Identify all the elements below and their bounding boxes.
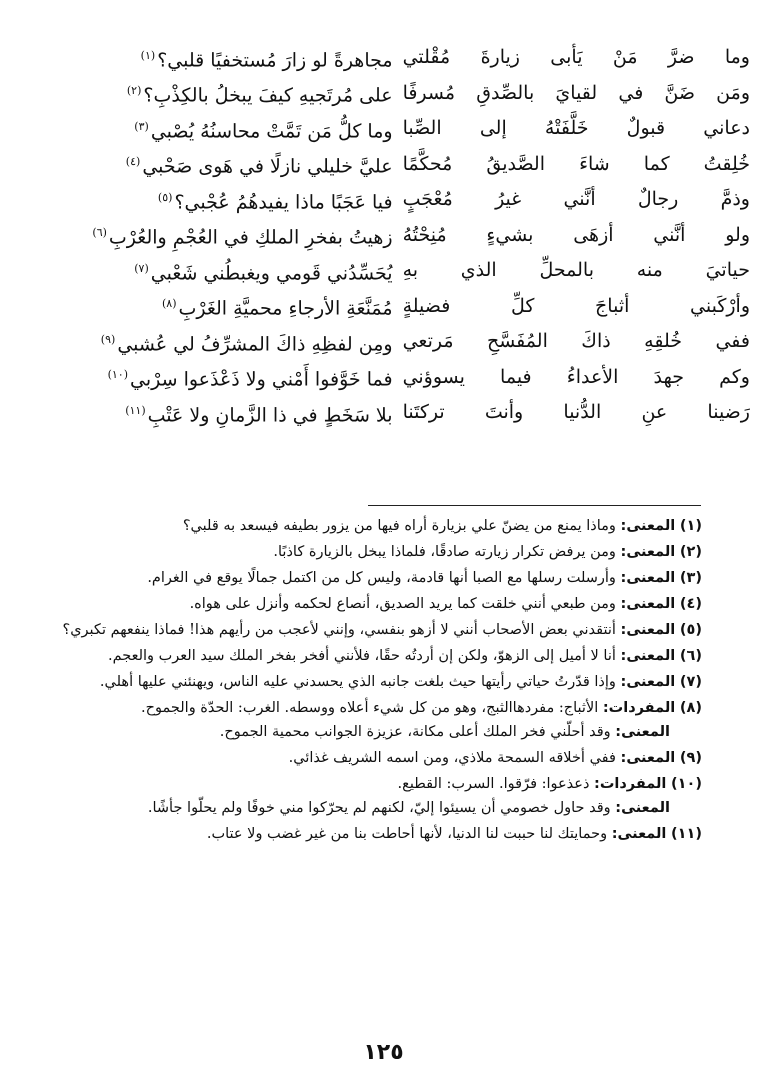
verse-second-text: عليَّ خليلي نازلًا في هَوى صَحْبي <box>142 155 393 178</box>
verse-line <box>60 360 750 396</box>
verse-first-hemistich: حياتيَ منه بالمحلِّ الذي بهِ <box>402 259 750 282</box>
footnote-text: وحمايتك لنا حببت لنا الدنيا، لأنها أحاطت بنا من غير غضب ولا عتاب. <box>206 826 608 842</box>
footnote-text: أنتقدني بعض الأصحاب أنني لا أزهو بنفسي، وإنني لأعجب من رأيهم هذا! فماذا ينفعهم تكبري؟ <box>62 622 616 638</box>
footnote-line <box>38 592 702 616</box>
verse-first-hemistich: وكم جهدَ الأعداءُ فيما يسوؤني <box>402 365 750 388</box>
footnote-number: (٧) <box>679 674 702 690</box>
footnote-line <box>38 644 702 668</box>
footnote-label: المعنى: <box>620 750 676 766</box>
verse-footnote-number: (١٠) <box>107 368 128 382</box>
footnote <box>38 592 702 616</box>
footnote-text: وإذا قدّرتُ حياتي رأيتها حيث بلغت جانبه الذي يحسدني عليه الناس، ويهنئني عليها أهلي. <box>99 674 616 690</box>
footnote-label: المعنى: <box>620 518 676 534</box>
verse-second-text: مُمَنَّعَةِ الأرجاءِ محميَّةِ الغَرْبِ <box>178 297 393 320</box>
verse-second-hemistich <box>60 144 393 184</box>
footnote-number: (١) <box>679 518 702 534</box>
verse-second-text: يُحَسِّدُني قَومي ويغبطُني شَعْبي <box>150 261 393 284</box>
verse-first-hemistich: وأرْكَبني أثباجَ كلِّ فضيلةٍ <box>402 294 750 317</box>
verse-footnote-number: (١١) <box>125 403 146 417</box>
verse-line <box>60 147 750 183</box>
footnote-text: ومن طبعي أنني خلقت كما يريد الصديق، أنصاع لحكمه وأنزل على هواه. <box>189 596 616 612</box>
verse-footnote-number: (٩) <box>100 332 116 346</box>
verse-line <box>60 253 750 289</box>
verse-second-text: زهيتُ بفخرِ الملكِ في العُجْمِ والعُرْبِ <box>108 226 393 249</box>
verse-second-text: بلا سَخَطٍ في ذا الزَّمانِ ولا عَتْبِ <box>147 403 393 426</box>
footnote <box>38 566 702 590</box>
verse-second-text: ومِن لفظِهِ ذاكَ المشرِّفُ لي عُشبي <box>117 332 393 355</box>
verse-second-text: وما كلُّ مَن تَمَّتْ محاسنُهُ يُصْبي <box>150 119 393 142</box>
verse-first-hemistich: دعاني قبولٌ خَلَّفَتْهُ إلى الصِّبا <box>402 117 750 140</box>
footnote-number: (١٠) <box>671 776 702 792</box>
verse-line <box>60 289 750 325</box>
footnote-number: (١١) <box>671 826 702 842</box>
verse-line <box>60 40 750 76</box>
footnote-label: المعنى: <box>615 800 670 816</box>
footnote <box>38 644 702 668</box>
footnote-line <box>38 822 702 846</box>
footnote-separator <box>368 505 701 506</box>
footnote <box>38 772 702 820</box>
verse-second-hemistich <box>60 109 393 149</box>
verse-line <box>60 111 750 147</box>
verse-footnote-number: (٨) <box>161 297 177 311</box>
verse-second-hemistich <box>60 38 393 78</box>
verse-second-hemistich <box>60 215 393 255</box>
footnote-line <box>38 540 702 564</box>
footnote-label: المعنى: <box>611 826 667 842</box>
verse-first-hemistich: رَضينا عنِ الدُّنيا وأنتَ تركتَنا <box>402 401 750 424</box>
verse-line <box>60 218 750 254</box>
verse-first-hemistich: ومَن ضَنَّ في لقيايَ بالصِّدقِ مُسرفًا <box>402 81 750 104</box>
footnote-line <box>38 696 702 720</box>
footnote-number: (٥) <box>679 622 702 638</box>
footnote <box>38 696 702 744</box>
footnote-label: المعنى: <box>620 674 676 690</box>
poem-verses <box>60 40 750 431</box>
verse-second-hemistich <box>60 286 393 326</box>
verse-line <box>60 324 750 360</box>
verse-footnote-number: (٥) <box>157 190 173 204</box>
footnote-label: المعنى: <box>615 724 670 740</box>
footnote <box>38 540 702 564</box>
footnote-label: المعنى: <box>620 622 676 638</box>
footnote <box>38 514 702 538</box>
footnote-number: (٩) <box>679 750 702 766</box>
verse-line <box>60 395 750 431</box>
footnote <box>38 746 702 770</box>
footnote-text: وقد حاول خصومي أن يسيئوا إليّ، لكنهم لم يحرّكوا مني خوفًا ولم يحلّوا جأشًا. <box>147 800 611 816</box>
verse-first-hemistich: وذمَّ رجالٌ أنَّني غيرُ مُعْجَبٍ <box>402 188 750 211</box>
verse-first-hemistich: وما ضرَّ مَنْ يَأبى زيارةَ مُقْلتي <box>402 46 750 69</box>
verse-first-hemistich: ففي خُلقِهِ ذاكَ المُفَسَّحِ مَرتعي <box>402 330 750 353</box>
verse-second-text: مجاهرةً لو زارَ مُستخفيًا قلبي؟ <box>157 48 393 71</box>
footnote <box>38 822 702 846</box>
verse-footnote-number: (١) <box>140 48 156 62</box>
footnote-text: ذعذعوا: فرّقوا. السرب: القطيع. <box>397 776 590 792</box>
footnote <box>38 618 702 642</box>
footnote-number: (٢) <box>679 544 702 560</box>
verse-second-hemistich <box>60 322 393 362</box>
footnote-text: وماذا يمنع من يضنّ علي بزيارة أراه فيها من يزور بطيفه فيسعد به قلبي؟ <box>182 518 616 534</box>
verse-line <box>60 182 750 218</box>
verse-second-text: على مُرتَجيهِ كيفَ يبخلُ بالكِذْبِ؟ <box>143 84 393 107</box>
footnote-number: (٦) <box>679 648 702 664</box>
verse-footnote-number: (٦) <box>92 226 107 240</box>
footnote-number: (٣) <box>679 570 702 586</box>
footnote-line <box>38 618 702 642</box>
footnote-line <box>38 514 702 538</box>
verse-second-text: فيا عَجَبًا ماذا يفيدهُمُ عُجْبي؟ <box>174 190 393 213</box>
footnote <box>38 670 702 694</box>
footnote-line <box>38 746 702 770</box>
verse-line <box>60 76 750 112</box>
footnote-text: وأرسلت رسلها مع الصبا أنها قادمة، وليس كل من اكتمل جمالًا يوقع في الغرام. <box>147 570 616 586</box>
verse-second-hemistich <box>60 357 393 397</box>
verse-footnote-number: (٣) <box>134 119 149 133</box>
footnote-label: المعنى: <box>620 570 676 586</box>
footnote-text: أنا لا أميل إلى الزهوّ، ولكن إن أردتُه حقًا، فلأنني أفخر بفخر الملك سيد العرب والعجم. <box>107 648 616 664</box>
verse-footnote-number: (٢) <box>126 84 142 98</box>
verse-second-hemistich <box>60 251 393 291</box>
footnote-label: المفردات: <box>594 776 667 792</box>
verse-first-hemistich: ولو أنَّني أزهَى بشيءٍ مُنِحْتُهُ <box>402 223 750 246</box>
verse-footnote-number: (٤) <box>125 155 141 169</box>
footnote-label: المعنى: <box>620 648 676 664</box>
footnote-text: وقد أحلّني فخر الملك أعلى مكانة، عزيزة الجوانب محمية الجموح. <box>219 724 611 740</box>
footnote-text: ففي أخلاقه السمحة ملاذي، ومن اسمه الشريف غذائي. <box>288 750 616 766</box>
footnote-text: ومن يرفض تكرار زيارته صادقًا، فلماذا يبخل بالزيارة كاذبًا. <box>273 544 616 560</box>
verse-second-hemistich <box>60 180 393 220</box>
verse-second-hemistich <box>60 393 393 433</box>
footnote-line <box>38 670 702 694</box>
verse-footnote-number: (٧) <box>134 261 149 275</box>
footnote-text: الأثباج: مفردهاالثبج، وهو من كل شيء أعلاه ووسطه. الغرب: الحدّة والجموح. <box>141 700 599 716</box>
footnote-label: المفردات: <box>602 700 676 716</box>
page-number: ١٢٥ <box>363 1040 404 1065</box>
footnote-line <box>38 772 702 796</box>
verse-second-text: فما خَوَّفوا أَمْني ولا ذَعْذَعوا سِرْبي <box>130 368 393 391</box>
footnote-label: المعنى: <box>620 544 676 560</box>
footnote-number: (٤) <box>679 596 702 612</box>
footnote-line <box>38 796 702 820</box>
footnote-line <box>38 720 702 744</box>
footnote-line <box>38 566 702 590</box>
footnote-number: (٨) <box>679 700 702 716</box>
verse-second-hemistich <box>60 73 393 113</box>
footnote-label: المعنى: <box>620 596 676 612</box>
verse-first-hemistich: خُلِقتُ كما شاءَ الصَّديقُ مُحكَّمًا <box>402 152 750 175</box>
footnotes <box>38 514 702 848</box>
